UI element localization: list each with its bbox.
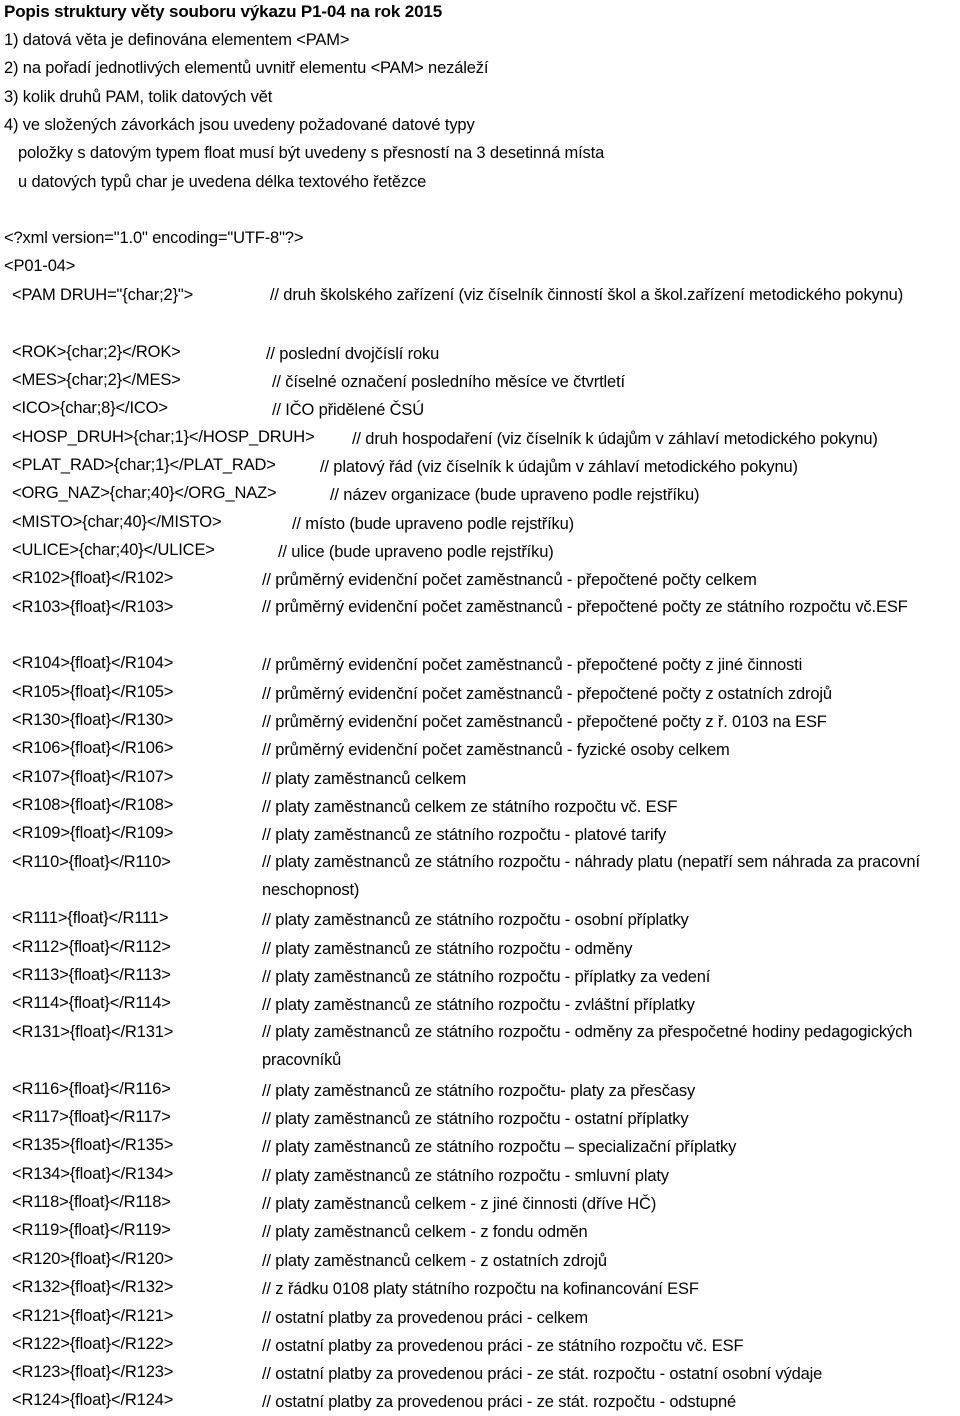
element-row [0, 1304, 960, 1332]
element-comment: // platy zaměstnanců ze státního rozpočtu - platové tarify [262, 826, 667, 844]
element-row [0, 1133, 960, 1161]
element-row [0, 396, 960, 424]
element-tag: <ROK>{char;2}</ROK> [12, 343, 181, 361]
element-tag: <HOSP_DRUH>{char;1}</HOSP_DRUH> [12, 428, 315, 446]
element-row [0, 566, 960, 594]
element-comment: // poslední dvojčíslí roku [266, 345, 440, 363]
element-comment: // platy zaměstnanců ze státního rozpočtu - zvláštní příplatky [262, 996, 695, 1014]
element-row [0, 1162, 960, 1190]
element-comment: // platy zaměstnanců celkem [262, 770, 467, 788]
element-comment: // platy zaměstnanců ze státního rozpočtu - příplatky za vedení [262, 968, 711, 986]
element-comment: // platy zaměstnanců celkem - z fondu odměn [262, 1223, 588, 1241]
element-comment: // platy zaměstnanců ze státního rozpočtu - odměny za přespočetné hodiny pedagogických pracovníků [262, 1023, 913, 1070]
element-comment: // číselné označení posledního měsíce ve čtvrtletí [272, 373, 625, 391]
element-comment: // ulice (bude upraveno podle rejstříku) [278, 543, 554, 561]
element-tag: <R135>{float}</R135> [12, 1136, 174, 1154]
element-tag: <R131>{float}</R131> [12, 1023, 174, 1041]
element-comment: // IČO přidělené ČSÚ [272, 401, 424, 419]
element-comment: // platy zaměstnanců ze státního rozpočtu - smluvní platy [262, 1167, 669, 1185]
element-row [0, 651, 960, 679]
intro-line: 2) na pořadí jednotlivých elementů uvnitř elementu <PAM> nezáleží [4, 59, 489, 77]
element-tag: <PLAT_RAD>{char;1}</PLAT_RAD> [12, 456, 276, 474]
element-row [0, 708, 960, 736]
element-row [0, 538, 960, 566]
element-row [0, 1218, 960, 1246]
element-row [0, 1190, 960, 1218]
element-row [0, 283, 960, 311]
element-tag: <ULICE>{char;40}</ULICE> [12, 541, 215, 559]
element-row [0, 793, 960, 821]
element-row [0, 368, 960, 396]
element-tag: <R111>{float}</R111> [12, 909, 169, 927]
element-tag: <MISTO>{char;40}</MISTO> [12, 513, 222, 531]
element-tag: <PAM DRUH="{char;2}"> [12, 286, 194, 304]
element-comment: // ostatní platby za provedenou práci - ze stát. rozpočtu - odstupné [262, 1393, 737, 1411]
element-tag: <R123>{float}</R123> [12, 1363, 174, 1381]
element-row [0, 906, 960, 934]
element-tag: <ORG_NAZ>{char;40}</ORG_NAZ> [12, 484, 277, 502]
element-row [0, 595, 960, 623]
element-row [0, 1275, 960, 1303]
element-comment: // průměrný evidenční počet zaměstnanců - fyzické osoby celkem [262, 741, 730, 759]
element-comment: // průměrný evidenční počet zaměstnanců - přepočtené počty celkem [262, 571, 757, 589]
element-row [0, 425, 960, 453]
element-comment: // průměrný evidenční počet zaměstnanců - přepočtené počty ze státního rozpočtu vč.ESF [262, 598, 908, 616]
element-comment: // platy zaměstnanců ze státního rozpočtu – specializační příplatky [262, 1138, 737, 1156]
element-comment: // platy zaměstnanců ze státního rozpočtu - osobní příplatky [262, 911, 689, 929]
element-comment: // platy zaměstnanců ze státního rozpočtu - náhrady platu (nepatří sem náhrada za pracovní neschopnost) [262, 853, 920, 900]
element-tag: <ICO>{char;8}</ICO> [12, 399, 168, 417]
document-title: Popis struktury věty souboru výkazu P1-04 na rok 2015 [4, 2, 443, 21]
element-tag: <R121>{float}</R121> [12, 1307, 174, 1325]
element-row [0, 850, 960, 900]
element-tag: <R112>{float}</R112> [12, 938, 171, 956]
element-row [0, 963, 960, 991]
element-row [0, 1247, 960, 1275]
element-tag: <R104>{float}</R104> [12, 654, 174, 672]
element-row [0, 1020, 960, 1070]
element-row [0, 1105, 960, 1133]
element-tag: <R108>{float}</R108> [12, 796, 174, 814]
element-tag: <R134>{float}</R134> [12, 1165, 174, 1183]
element-row [0, 736, 960, 764]
xml-root-tag: <P01-04> [4, 257, 76, 275]
element-tag: <R109>{float}</R109> [12, 824, 174, 842]
element-comment: // z řádku 0108 platy státního rozpočtu na kofinancování ESF [262, 1280, 699, 1298]
element-tag: <R119>{float}</R119> [12, 1221, 171, 1239]
intro-line: 1) datová věta je definována elementem <PAM> [4, 31, 350, 49]
element-comment: // název organizace (bude upraveno podle rejstříku) [330, 486, 700, 504]
element-tag: <R117>{float}</R117> [12, 1108, 171, 1126]
element-tag: <R122>{float}</R122> [12, 1335, 174, 1353]
element-tag: <R102>{float}</R102> [12, 569, 174, 587]
element-row [0, 1332, 960, 1360]
element-row [0, 991, 960, 1019]
element-row [0, 680, 960, 708]
element-comment: // druh školského zařízení (viz číselník činností škol a škol.zařízení metodického pokynu) [270, 286, 904, 304]
element-comment: // ostatní platby za provedenou práci - celkem [262, 1309, 589, 1327]
element-comment: // platový řád (viz číselník k údajům v záhlaví metodického pokynu) [320, 458, 798, 476]
element-row [0, 821, 960, 849]
element-comment: // platy zaměstnanců ze státního rozpočtu - ostatní příplatky [262, 1110, 689, 1128]
element-comment: // platy zaměstnanců ze státního rozpočtu- platy za přesčasy [262, 1082, 696, 1100]
intro-line: 3) kolik druhů PAM, tolik datových vět [4, 88, 273, 106]
element-tag: <R118>{float}</R118> [12, 1193, 171, 1211]
element-comment: // průměrný evidenční počet zaměstnanců - přepočtené počty z ř. 0103 na ESF [262, 713, 827, 731]
element-tag: <R132>{float}</R132> [12, 1278, 174, 1296]
xml-declaration: <?xml version="1.0" encoding="UTF-8"?> [4, 229, 304, 247]
element-comment: // platy zaměstnanců celkem - z jiné činnosti (dříve HČ) [262, 1195, 657, 1213]
element-comment: // průměrný evidenční počet zaměstnanců - přepočtené počty z ostatních zdrojů [262, 685, 832, 703]
element-tag: <R106>{float}</R106> [12, 739, 174, 757]
intro-line: 4) ve složených závorkách jsou uvedeny požadované datové typy [4, 116, 475, 134]
intro-line: položky s datovým typem float musí být uvedeny s přesností na 3 desetinná místa [18, 144, 605, 162]
element-tag: <R120>{float}</R120> [12, 1250, 174, 1268]
element-comment: // platy zaměstnanců ze státního rozpočtu - odměny [262, 940, 633, 958]
element-tag: <R103>{float}</R103> [12, 598, 174, 616]
element-comment: // místo (bude upraveno podle rejstříku) [292, 515, 574, 533]
element-tag: <R113>{float}</R113> [12, 966, 171, 984]
element-tag: <R105>{float}</R105> [12, 683, 174, 701]
element-row [0, 765, 960, 793]
element-tag: <R107>{float}</R107> [12, 768, 174, 786]
intro-line: u datových typů char je uvedena délka textového řetězce [18, 173, 427, 191]
element-tag: <R116>{float}</R116> [12, 1080, 171, 1098]
element-row [0, 510, 960, 538]
element-tag: <R114>{float}</R114> [12, 994, 171, 1012]
element-comment: // platy zaměstnanců celkem ze státního rozpočtu vč. ESF [262, 798, 678, 816]
element-comment: // platy zaměstnanců celkem - z ostatních zdrojů [262, 1252, 607, 1270]
element-row [0, 453, 960, 481]
element-comment: // ostatní platby za provedenou práci - ze stát. rozpočtu - ostatní osobní výdaje [262, 1365, 823, 1383]
element-tag: <R124>{float}</R124> [12, 1391, 174, 1409]
element-row [0, 1360, 960, 1388]
element-comment: // ostatní platby za provedenou práci - ze státního rozpočtu vč. ESF [262, 1337, 744, 1355]
element-row [0, 481, 960, 509]
element-comment: // druh hospodaření (viz číselník k údajům v záhlaví metodického pokynu) [352, 430, 878, 448]
element-row [0, 1077, 960, 1105]
element-row [0, 340, 960, 368]
element-tag: <MES>{char;2}</MES> [12, 371, 181, 389]
element-row [0, 935, 960, 963]
element-comment: // průměrný evidenční počet zaměstnanců - přepočtené počty z jiné činnosti [262, 656, 803, 674]
element-tag: <R130>{float}</R130> [12, 711, 174, 729]
element-tag: <R110>{float}</R110> [12, 853, 171, 871]
